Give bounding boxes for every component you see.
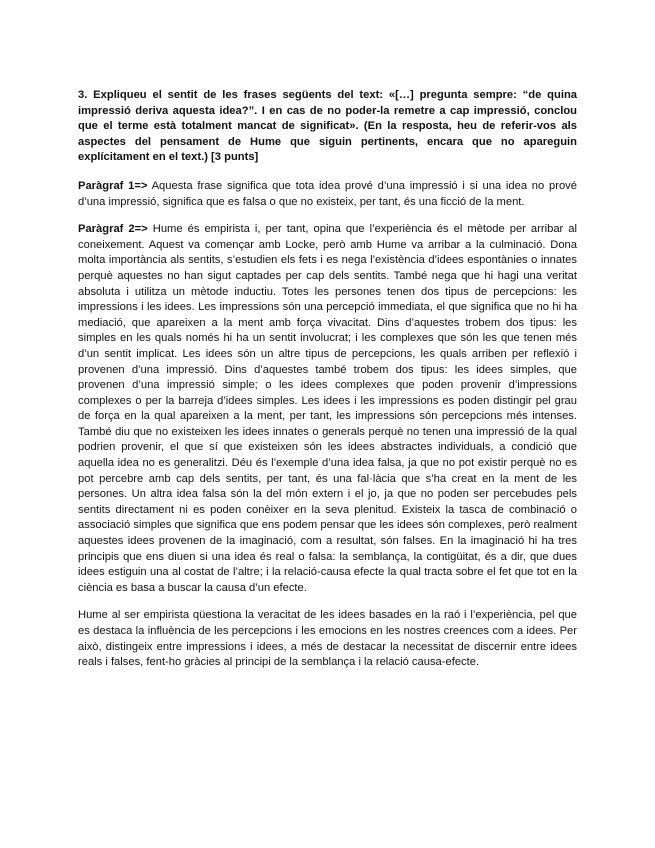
paragraph-2-text: Hume és empirista i, per tant, opina que l’experiència és el mètode per arribar al coneixement. Aquest va començar amb Locke, però amb Hume va arribar a la culminació. Dona molta importància als sentits, s’estudien els fets i es nega l’existència d’idees espontànies o innates perquè aquestes no han sigut captades per cap dels sentits. També nega que hi hagi una veritat absoluta i utilitza un mètode inductiu. Totes les persones tenen dos tipus de percepcions: les impressions i les idees. Les impressions són una percepció immediata, el que significa que no hi ha mediació, que apareixen a la ment amb força vivacitat. Dins d’aquestes trobem dos tipus: les simples en les quals només hi ha un sentit involucrat; i les complexes que són les que tenen més d’un sentit implicat. Les idees són un altre tipus de percepcions, les quals arriben per reflexió i provenen d’una impressió. Dins d’aquestes també trobem dos tipus: les idees simples, que provenen d’una impressió simple; o les idees complexes que poden provenir d’impressions complexes o per la barreja d’idees simples. Les idees i les impressions es poden distingir pel grau de força en la qual apareixen a la ment, per tant, les impressions són percepcions més intenses. També diu que no existeixen les idees innates o generals perquè no tenen una impressió de la qual podrien provenir, el que sí que existeixen són les idees abstractes individuals, a condició que aquella idea no es generalitzi. Déu és l’exemple d’una idea falsa, ja que no pot existir perquè no es pot percebre amb cap dels sentits, per tant, és una fal·làcia que s’ha creat en la ment de les persones. Un altra idea falsa són la del món extern i el jo, ja que no poden ser percebudes pels sentits directament ni es poden conèixer en la seva plenitud. Existeix la tasca de combinació o associació simples que significa que ens podem pensar que les idees són complexes, però realment aquestes idees provenen de la imaginació, com a resultat, són falses. En la imaginació hi ha tres principis que ens diuen si una idea és real o falsa: la semblança, la contigüitat, és a dir, que dues idees estiguin una al costat de l’altre; i la relació-causa efecte la qual tracta sobre el fet que tot en la ciència es basa a buscar la causa d’un efecte. [78,223,577,594]
paragraph-1 [78,179,577,210]
paragraph-1-text: Aquesta frase significa que tota idea prové d’una impressió i si una idea no prové d’una impressió, significa que es falsa o que no existeix, per tant, és una ficció de la ment. [78,179,577,208]
paragraph-2 [78,222,577,596]
question-text: 3. Expliqueu el sentit de les frases següents del text: «[…] pregunta sempre: “de quina impressió deriva aquesta idea?”. I en cas de no poder-la remetre a cap impressió, conclou que el terme està totalment mancat de significat». (En la resposta, heu de referir-vos als aspectes del pensament de Hume que siguin pertinents, encara que no apareguin explícitament en el text.) [3 punts] [78,89,577,164]
paragraph-2-label: Paràgraf 2=> [78,223,148,236]
paragraph-1-label: Paràgraf 1=> [78,179,148,192]
paragraph-3: Hume al ser empirista qüestiona la veracitat de les idees basades en la raó i l’experiència, pel que es destaca la influència de les percepcions i les emocions en les nostres creences com a idees. Per això, distingeix entre impressions i idees, a més de destacar la necessitat de discernir entre idees reals i falses, fent-ho gràcies al principi de la semblança i la relació causa-efecte. [78,609,577,669]
